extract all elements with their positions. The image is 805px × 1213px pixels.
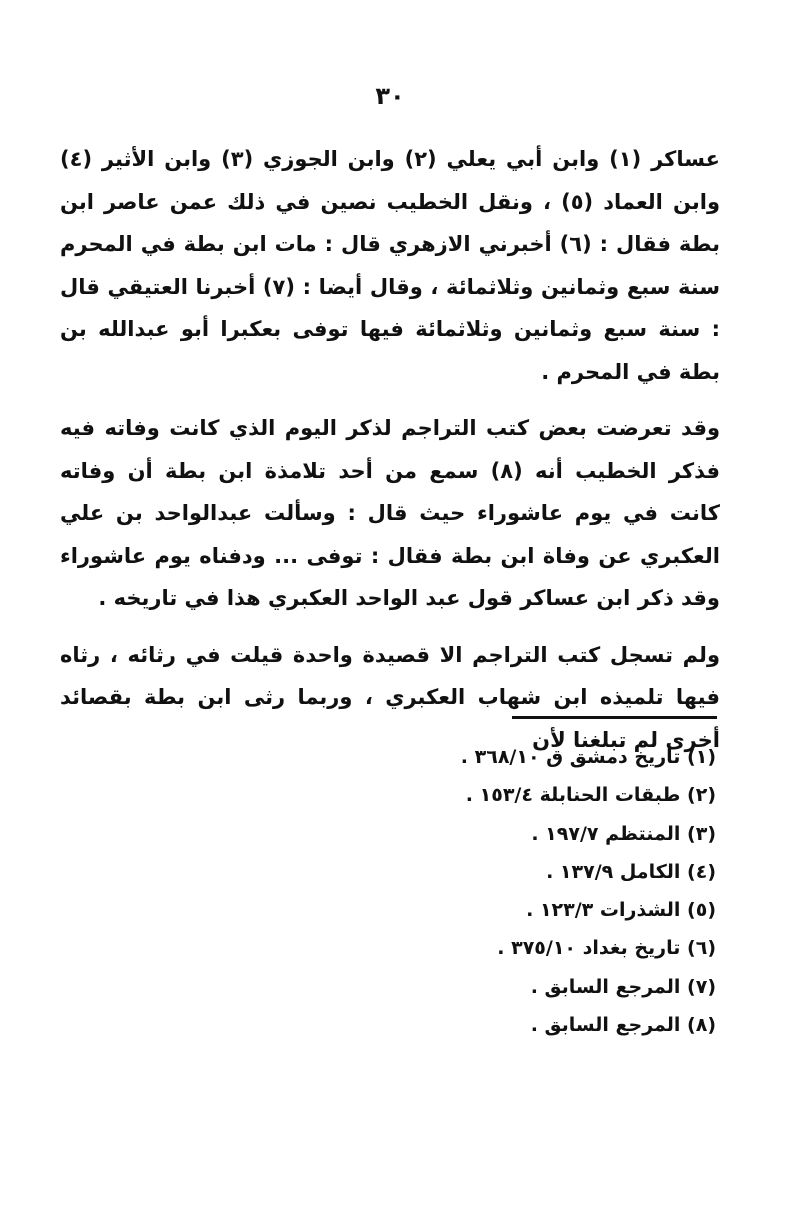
footnote-2: (٢) طبقات الحنابلة ١٥٣/٤ . <box>465 784 716 807</box>
footnote-separator <box>512 716 717 719</box>
page-number: ٣٠ <box>375 82 405 110</box>
paragraph-death-date: عساكر (١) وابن أبي يعلي (٢) وابن الجوزي (٣) وابن الأثير (٤) وابن العماد (٥) ، ونقل الخطيب نصين في ذلك عمن عاصر ابن بطة فقال : (٦) أخبرني الازهري قال : مات ابن بطة في المحرم سنة سبع وثمانين وثلاثمائة ، وقال أيضا : (٧) أخبرنا العتيقي قال : سنة سبع وثمانين وثلاثمائة فيها توفى بعكبرا أبو عبدالله بن بطة في المحرم . <box>60 147 721 384</box>
footnote-1: (١) تاريخ دمشق ق ٣٦٨/١٠ . <box>460 746 716 768</box>
footnote-5: (٥) الشذرات ١٢٣/٣ . <box>526 899 716 922</box>
footnote-6: (٦) تاريخ بغداد ٣٧٥/١٠ . <box>497 937 716 960</box>
footnote-4: (٤) الكامل ١٣٧/٩ . <box>546 860 716 883</box>
paragraph-elegy: ولم تسجل كتب التراجم الا قصيدة واحدة قيلت في رثائه ، رثاه فيها تلميذه ابن شهاب العكبري ، وربما رثى ابن بطة بقصائد أخرى لم تبلغنا لأن <box>60 642 720 752</box>
footnote-7: (٧) المرجع السابق . <box>530 975 716 998</box>
paragraph-day-of-death: وقد تعرضت بعض كتب التراجم لذكر اليوم الذي كانت وفاته فيه فذكر الخطيب أنه (٨) سمع من أحد تلامذة ابن بطة أن وفاته كانت في يوم عاشوراء حيث قال : وسألت عبدالواحد بن علي العكبري عن وفاة ابن بطة فقال : توفى ... ودفناه يوم عاشوراء وقد ذكر ابن عساكر قول عبد الواحد العكبري هذا في تاريخه . <box>60 416 721 610</box>
body-text <box>60 138 720 761</box>
footnote-3: (٣) المنتظم ١٩٧/٧ . <box>531 822 716 845</box>
footnote-8: (٨) المرجع السابق . <box>530 1014 716 1037</box>
footnotes-list <box>300 738 716 1044</box>
